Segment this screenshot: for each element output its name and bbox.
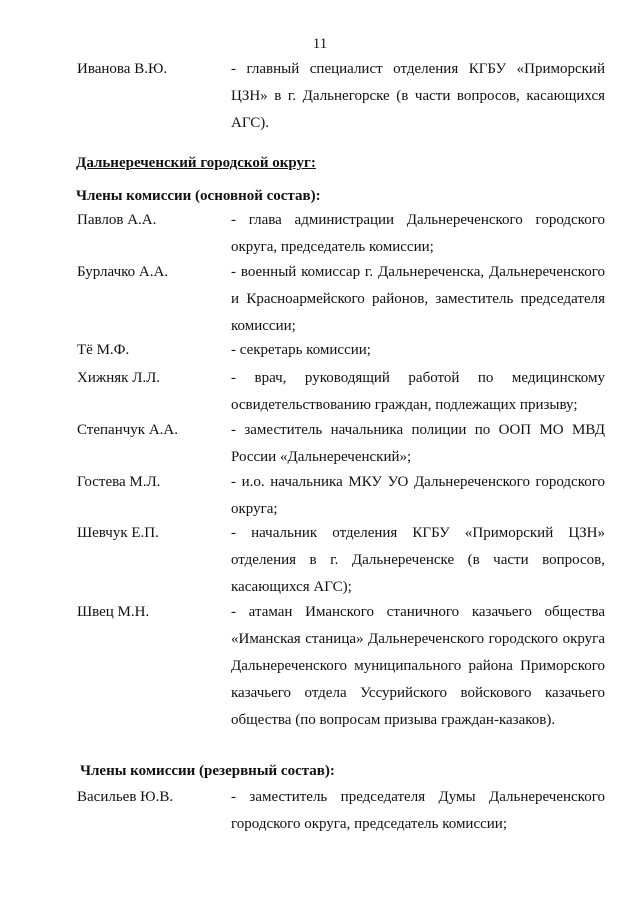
member-description: - начальник отделения КГБУ «Приморский ЦЗН» отделения в г. Дальнереченске (в части вопросов, касающихся АГС); xyxy=(231,525,605,595)
member-name: Хижняк Л.Л. xyxy=(77,370,161,386)
main-composition-heading: Члены комиссии (основной состав): xyxy=(76,188,321,204)
member-name: Васильев Ю.В. xyxy=(77,789,174,805)
member-name: Иванова В.Ю. xyxy=(77,61,168,77)
district-title: Дальнереченский городской округ: xyxy=(76,155,316,171)
member-name: Тё М.Ф. xyxy=(77,342,130,358)
member-description: - глава администрации Дальнереченского городского округа, председатель комиссии; xyxy=(231,212,605,255)
reserve-composition-heading: Члены комиссии (резервный состав): xyxy=(80,763,335,779)
page-number: 11 xyxy=(312,36,328,52)
member-description: - военный комиссар г. Дальнереченска, Дальнереченского и Красноармейского районов, заместитель председателя комиссии; xyxy=(231,264,605,334)
member-description: - главный специалист отделения КГБУ «Приморский ЦЗН» в г. Дальнегорске (в части вопросов, касающихся АГС). xyxy=(231,61,605,131)
member-name: Шевчук Е.П. xyxy=(77,525,159,541)
member-name: Гостева М.Л. xyxy=(77,474,161,490)
member-description: - и.о. начальника МКУ УО Дальнереченского городского округа; xyxy=(231,474,605,517)
member-description: - секретарь комиссии; xyxy=(231,342,371,358)
member-description: - атаман Иманского станичного казачьего общества «Иманская станица» Дальнереченского городского округа Дальнереченского муниципального района Приморского казачьего отдела Уссурийского войскового казачьего общества (по вопросам призыва граждан-казаков). xyxy=(231,604,605,728)
member-description: - заместитель начальника полиции по ООП МО МВД России «Дальнереченский»; xyxy=(231,422,605,465)
member-name: Степанчук А.А. xyxy=(77,422,178,438)
member-description: - врач, руководящий работой по медицинскому освидетельствованию граждан, подлежащих призыву; xyxy=(231,370,605,413)
member-name: Швец М.Н. xyxy=(77,604,150,620)
member-description: - заместитель председателя Думы Дальнереченского городского округа, председатель комиссии; xyxy=(231,789,605,832)
member-name: Павлов А.А. xyxy=(77,212,157,228)
member-name: Бурлачко А.А. xyxy=(77,264,169,280)
